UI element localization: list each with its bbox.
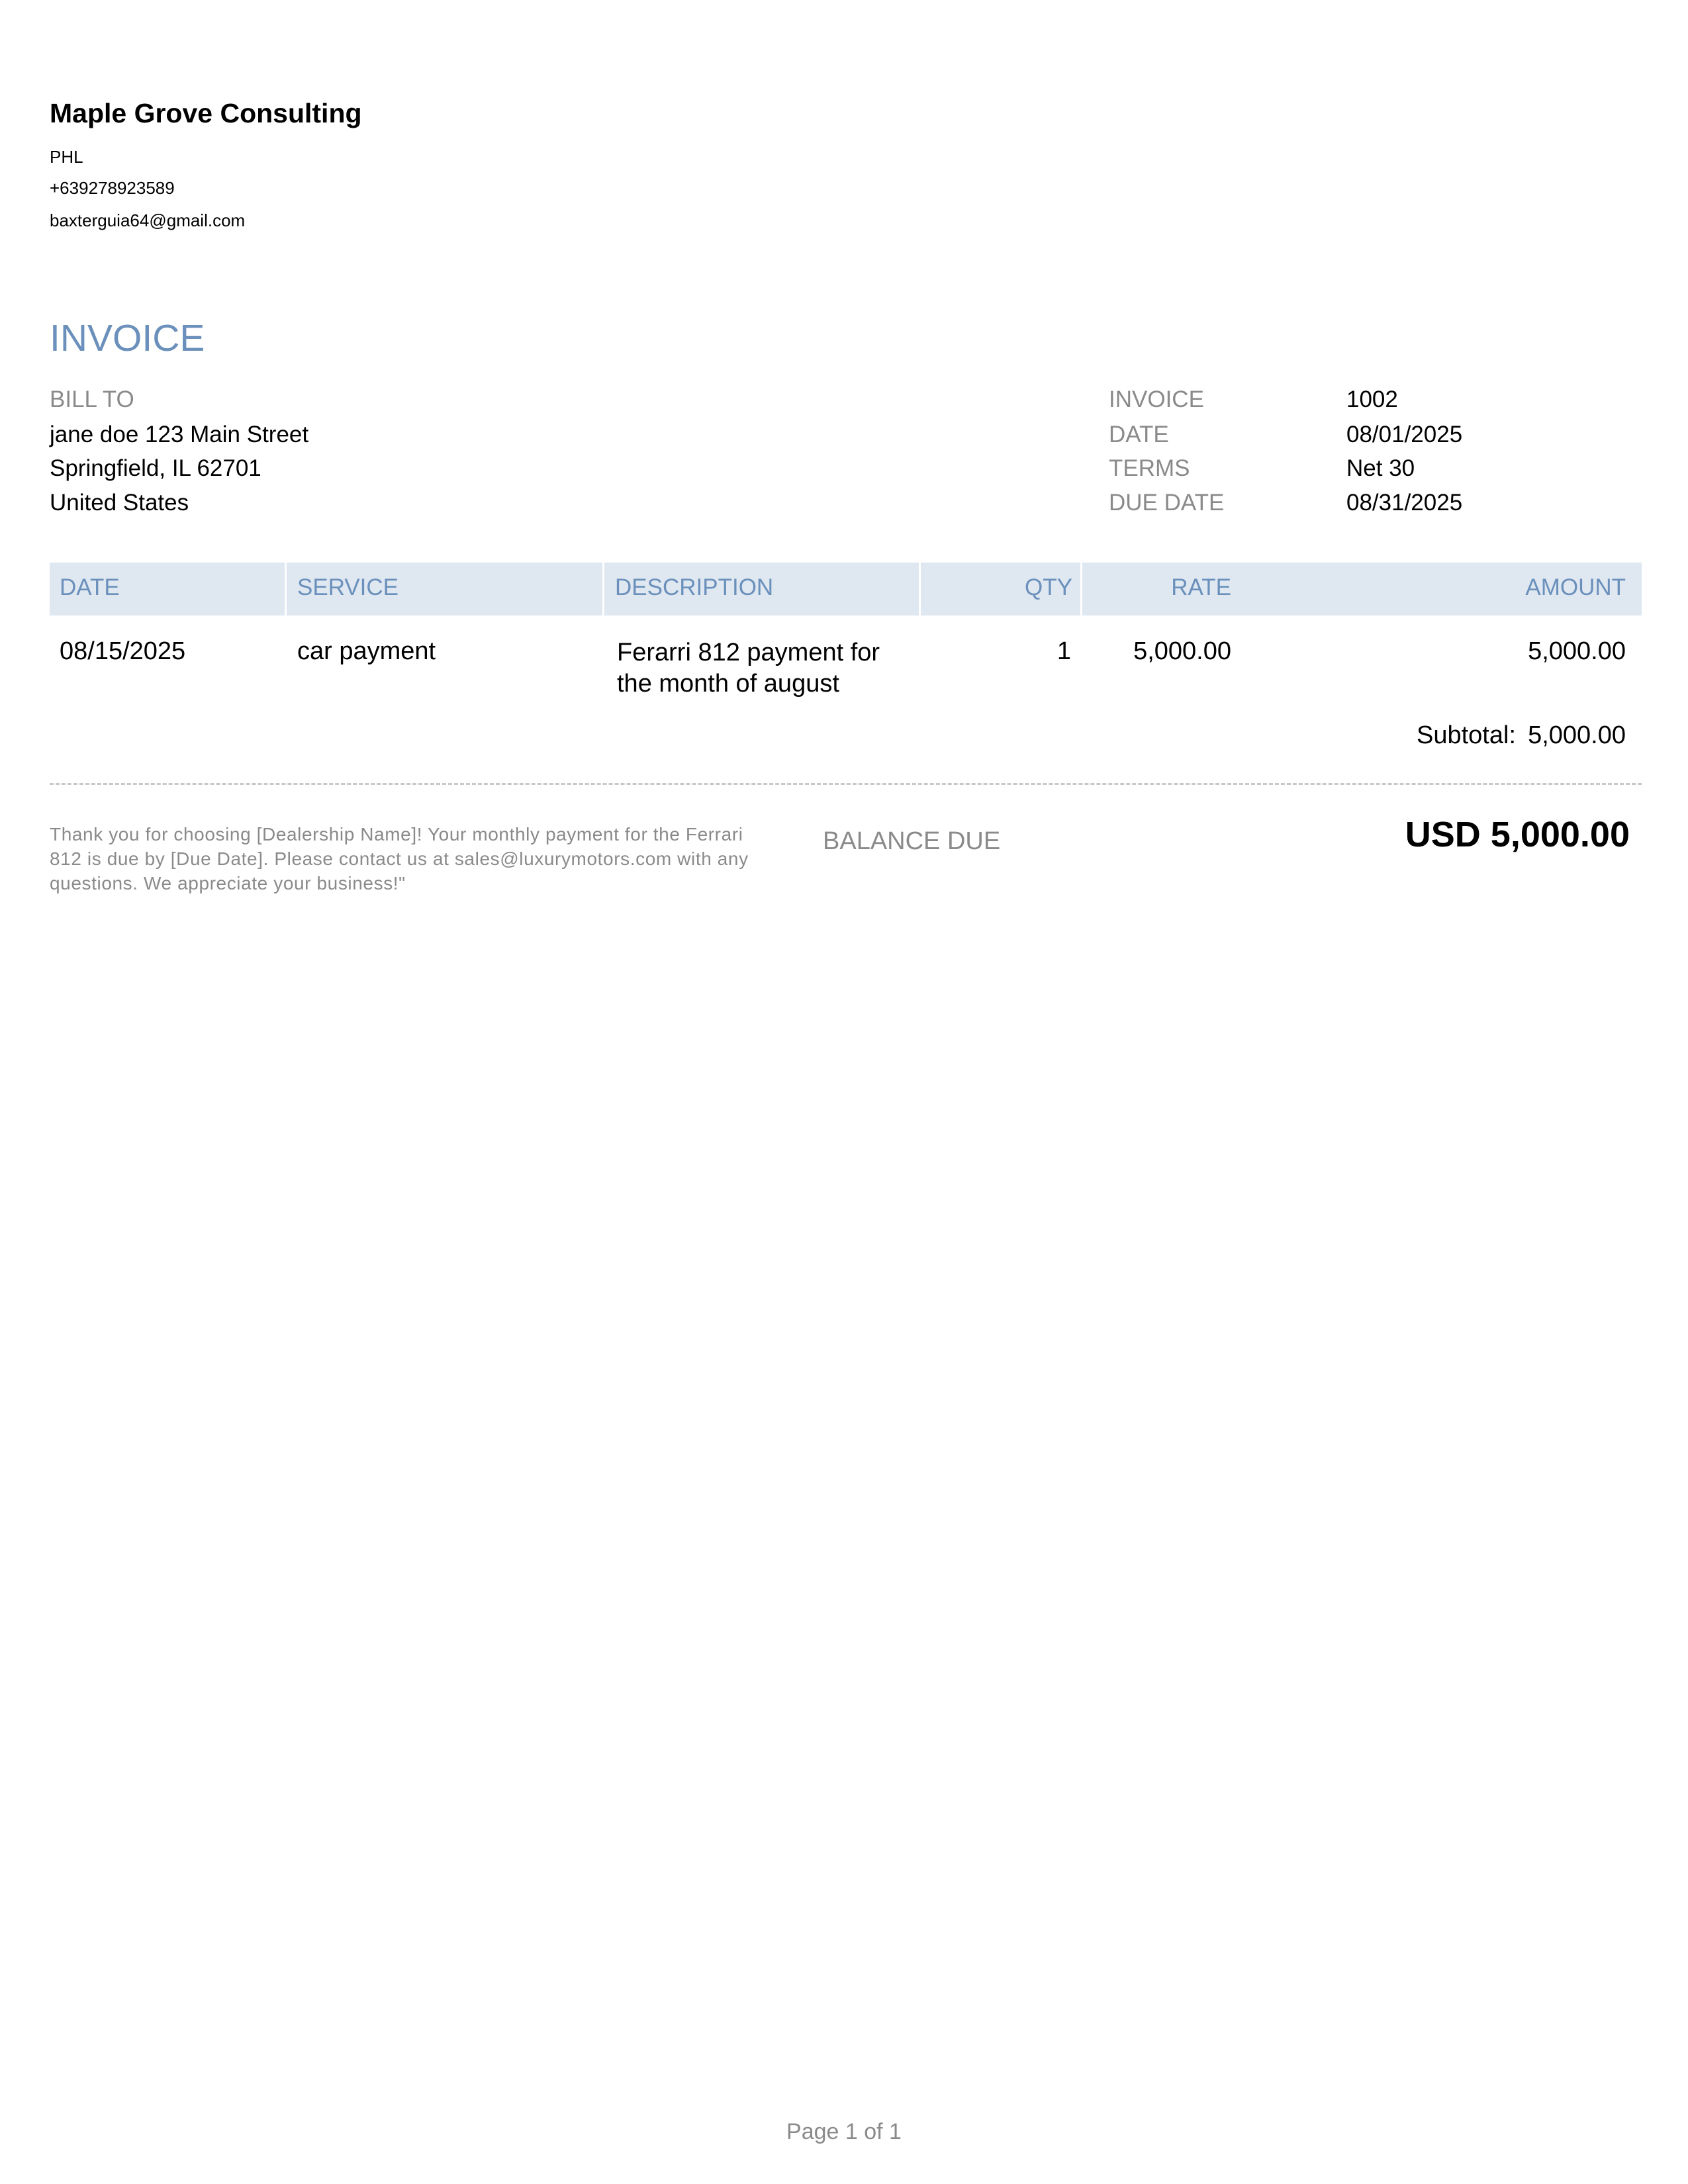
header-rate: RATE bbox=[1171, 574, 1231, 600]
company-phone: +639278923589 bbox=[50, 178, 175, 198]
column-divider bbox=[919, 563, 921, 615]
invoice-number-label: INVOICE bbox=[1109, 387, 1204, 412]
row-rate: 5,000.00 bbox=[1133, 637, 1231, 665]
bill-to-label: BILL TO bbox=[50, 387, 134, 412]
header-amount: AMOUNT bbox=[1525, 574, 1626, 600]
invoice-title: INVOICE bbox=[50, 317, 205, 359]
balance-due-label: BALANCE DUE bbox=[823, 827, 1001, 855]
invoice-date-label: DATE bbox=[1109, 422, 1169, 447]
column-divider bbox=[285, 563, 287, 615]
thank-you-note: Thank you for choosing [Dealership Name]! Your monthly payment for the Ferrari 812 is due by [Due Date]. Please contact us at sales@luxurymotors.com with any questions. We appreciate your business!" bbox=[50, 824, 749, 893]
row-service: car payment bbox=[297, 637, 436, 665]
divider-line bbox=[50, 783, 1642, 785]
due-date-label: DUE DATE bbox=[1109, 490, 1225, 516]
column-divider bbox=[602, 563, 604, 615]
invoice-date-value: 08/01/2025 bbox=[1346, 422, 1463, 447]
column-divider bbox=[1080, 563, 1082, 615]
company-location: PHL bbox=[50, 147, 83, 167]
bill-to-line3: United States bbox=[50, 490, 189, 516]
subtotal-value: 5,000.00 bbox=[1528, 721, 1626, 749]
header-description: DESCRIPTION bbox=[615, 574, 774, 600]
company-name: Maple Grove Consulting bbox=[50, 98, 362, 128]
terms-value: Net 30 bbox=[1346, 455, 1415, 481]
row-qty: 1 bbox=[1056, 637, 1071, 665]
row-amount: 5,000.00 bbox=[1528, 637, 1626, 665]
header-date: DATE bbox=[60, 574, 120, 600]
header-qty: QTY bbox=[1025, 574, 1072, 600]
header-service: SERVICE bbox=[297, 574, 399, 600]
company-email: baxterguia64@gmail.com bbox=[50, 210, 246, 230]
row-description: Ferarri 812 payment for the month of august bbox=[617, 639, 880, 698]
terms-label: TERMS bbox=[1109, 455, 1190, 481]
invoice-number-value: 1002 bbox=[1346, 387, 1398, 412]
page-number: Page 1 of 1 bbox=[786, 2119, 902, 2144]
bill-to-line1: jane doe 123 Main Street bbox=[50, 422, 309, 447]
row-date: 08/15/2025 bbox=[60, 637, 186, 665]
subtotal-label: Subtotal: bbox=[1417, 721, 1516, 749]
balance-due-total: USD 5,000.00 bbox=[1405, 815, 1630, 854]
table-header bbox=[50, 563, 1642, 615]
bill-to-line2: Springfield, IL 62701 bbox=[50, 455, 261, 481]
due-date-value: 08/31/2025 bbox=[1346, 490, 1463, 516]
